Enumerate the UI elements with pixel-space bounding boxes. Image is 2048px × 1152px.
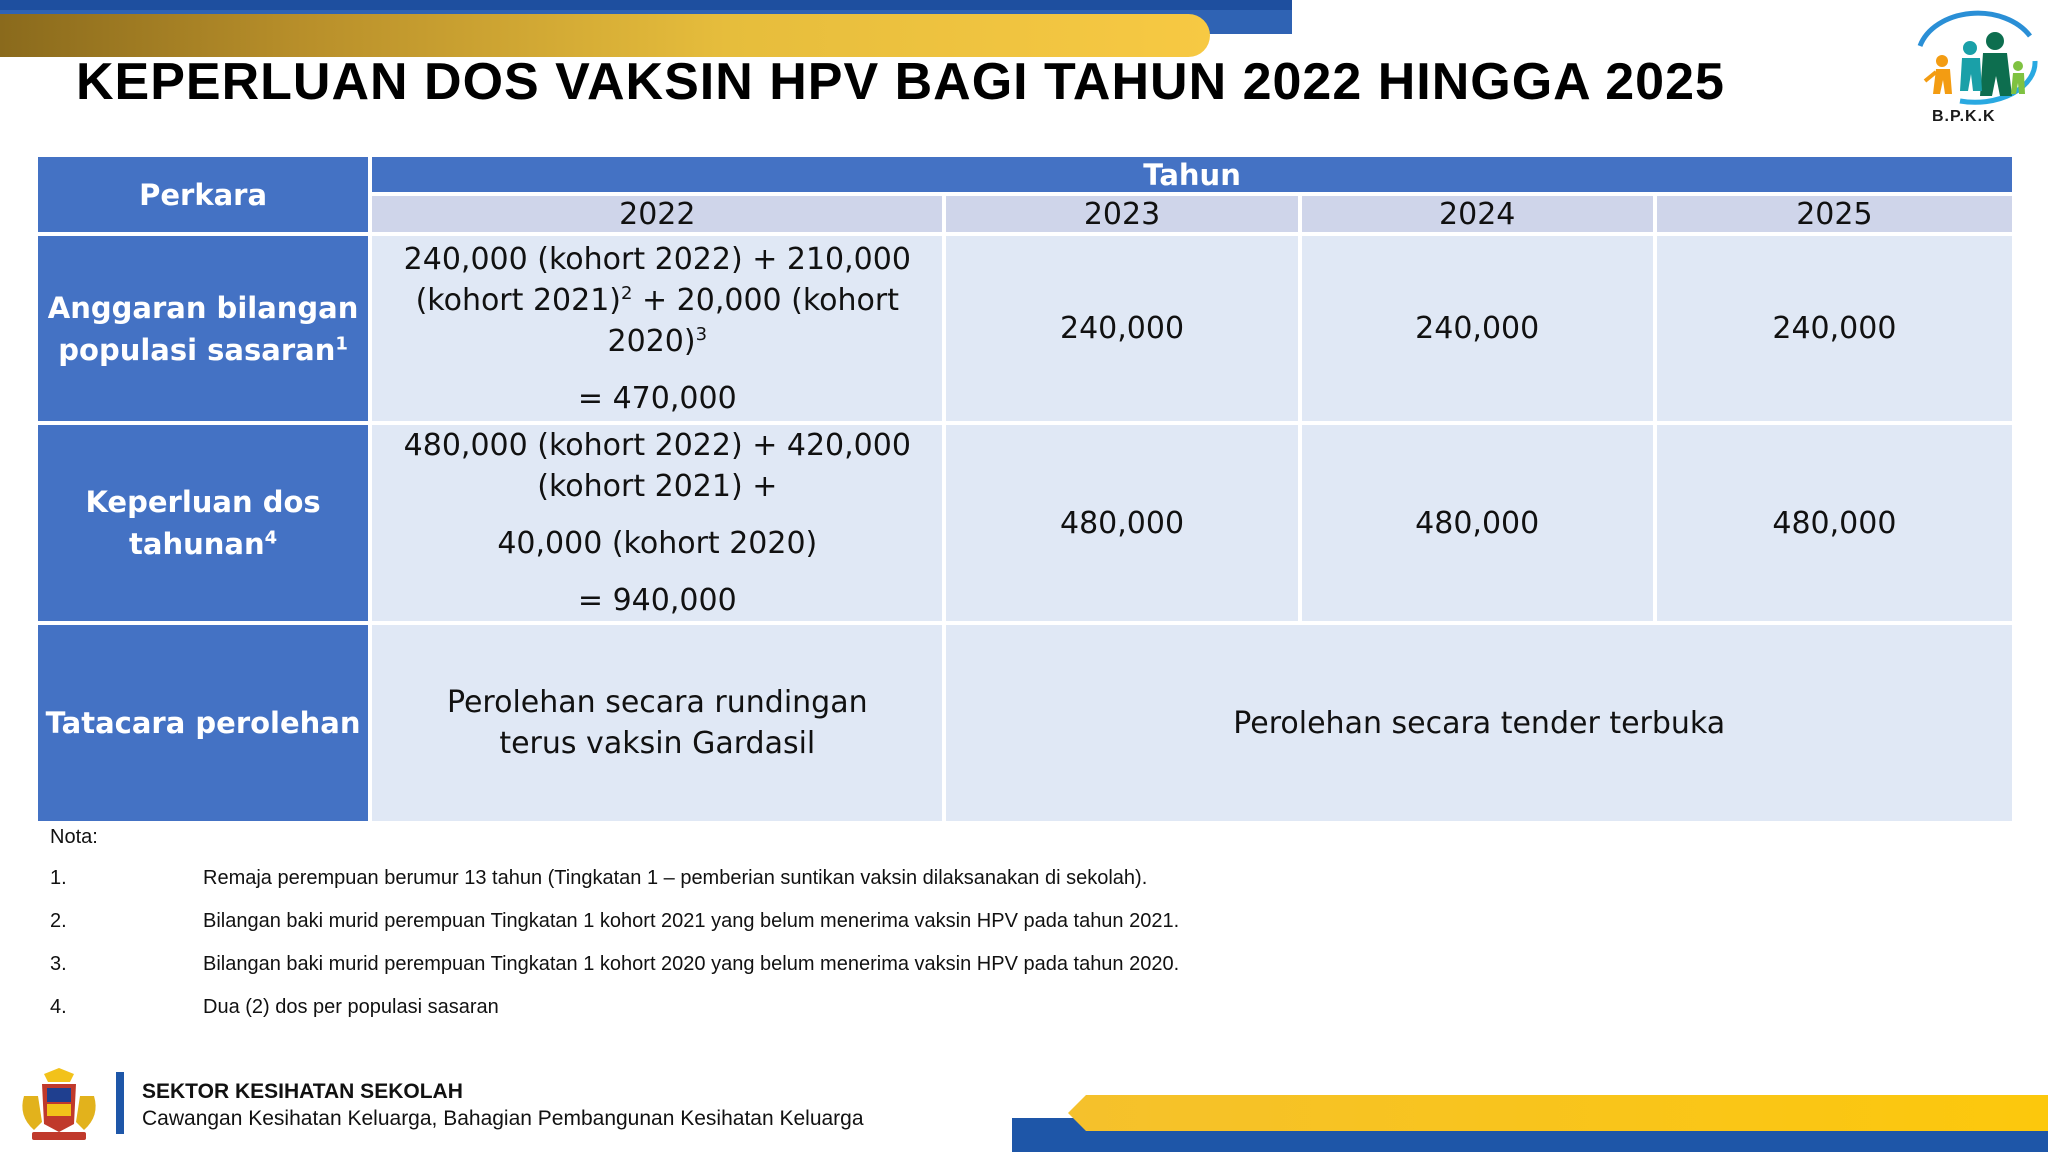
slide-title: KEPERLUAN DOS VAKSIN HPV BAGI TAHUN 2022 HINGGA 2025: [76, 53, 1725, 111]
cell-2023-populasi: 240,000: [946, 236, 1297, 421]
cell-2022-dos: [372, 425, 942, 621]
vaccine-dose-table: [34, 153, 2016, 825]
year-header-2022: 2022: [372, 196, 942, 232]
year-header-2024: 2024: [1302, 196, 1653, 232]
cell-2025-dos: 480,000: [1657, 425, 2012, 621]
note-text: Bilangan baki murid perempuan Tingkatan 1 kohort 2020 yang belum menerima vaksin HPV pada tahun 2020.: [203, 953, 1180, 975]
note-number: 3.: [50, 953, 67, 975]
cell-total: = 940,000: [577, 583, 737, 618]
notes-section: [50, 826, 1180, 1039]
row-label-dos: Keperluan dos tahunan$^4$: [38, 425, 368, 621]
note-number: 4.: [50, 996, 67, 1018]
tahun-header: Tahun: [372, 157, 2012, 192]
cell-2025-populasi: 240,000: [1657, 236, 2012, 421]
cell-2022-tatacara: Perolehan secara rundingan terus vaksin Gardasil: [372, 625, 942, 821]
table-row: [38, 236, 2012, 421]
perkara-header: Perkara: [38, 157, 368, 232]
footer-accent-bar: [116, 1072, 124, 1134]
note-item: [50, 910, 1180, 953]
note-text: Dua (2) dos per populasi sasaran: [203, 996, 499, 1018]
table-row: [38, 425, 2012, 621]
cell-2023-dos: 480,000: [946, 425, 1297, 621]
cell-line: 40,000 (kohort 2020): [497, 526, 818, 561]
cell-line: 240,000 (kohort 2022) + 210,000: [403, 241, 911, 277]
table-row: [38, 625, 2012, 821]
footer-title: SEKTOR KESIHATAN SEKOLAH: [142, 1080, 463, 1103]
cell-2024-dos: 480,000: [1302, 425, 1653, 621]
cell-line: (kohort 2021)$^2$ + 20,000 (kohort 2020)$^3$: [415, 282, 899, 359]
cell-2023-2025-tatacara: Perolehan secara tender terbuka: [946, 625, 2012, 821]
bottom-gold-band: [1068, 1095, 2048, 1131]
note-item: [50, 996, 499, 1039]
note-item: [50, 953, 1180, 996]
cell-line: 480,000 (kohort 2022) + 420,000: [403, 428, 911, 463]
top-dark-band: [0, 0, 1292, 10]
note-text: Remaja perempuan berumur 13 tahun (Tingkatan 1 – pemberian suntikan vaksin dilaksanakan di sekolah).: [203, 867, 1148, 889]
top-gold-band: [0, 14, 1210, 57]
cell-line: (kohort 2021) +: [537, 469, 778, 504]
note-number: 2.: [50, 910, 67, 932]
note-item: [50, 867, 1148, 910]
cell-2024-populasi: 240,000: [1302, 236, 1653, 421]
notes-title: Nota:: [50, 826, 98, 848]
note-text: Bilangan baki murid perempuan Tingkatan 1 kohort 2021 yang belum menerima vaksin HPV pada tahun 2021.: [203, 910, 1180, 932]
footer-subtitle: Cawangan Kesihatan Keluarga, Bahagian Pembangunan Kesihatan Keluarga: [142, 1107, 864, 1130]
row-label-tatacara: Tatacara perolehan: [38, 625, 368, 821]
note-number: 1.: [50, 867, 67, 889]
year-header-2023: 2023: [946, 196, 1297, 232]
cell-2022-populasi: [372, 236, 942, 421]
logo-text: B.P.K.K: [1932, 108, 1996, 125]
year-header-2025: 2025: [1657, 196, 2012, 232]
row-label-populasi: Anggaran bilangan populasi sasaran$^1$: [38, 236, 368, 421]
cell-total: = 470,000: [577, 380, 737, 416]
malaysia-crest-icon: [14, 1066, 104, 1146]
